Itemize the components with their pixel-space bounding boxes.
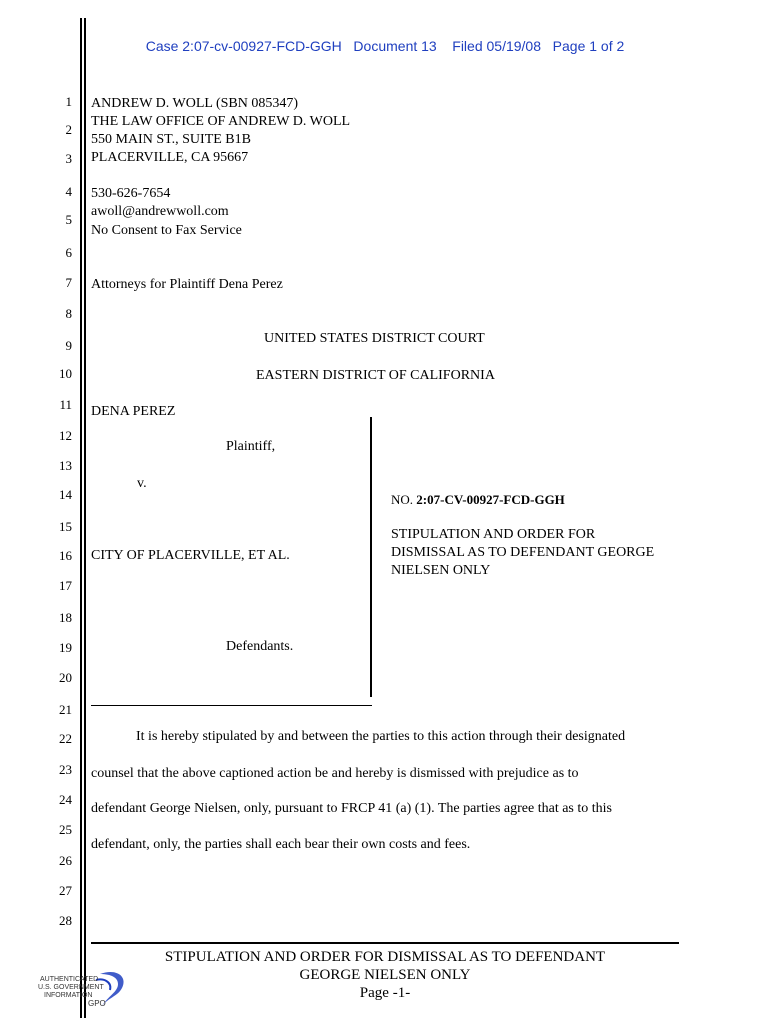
- attorneys-for: Attorneys for Plaintiff Dena Perez: [91, 277, 283, 292]
- margin-rule-left: [80, 18, 82, 1018]
- line-number: 27: [59, 883, 72, 898]
- seal-text: U.S. GOVERNMENT: [38, 984, 104, 991]
- footer-title: GEORGE NIELSEN ONLY: [299, 967, 471, 983]
- line-number: 22: [59, 731, 72, 746]
- line-number: 6: [65, 245, 72, 260]
- margin-rule-right: [84, 18, 86, 1018]
- line-number: 10: [59, 366, 72, 381]
- attorney-email: awoll@andrewwoll.com: [91, 204, 229, 219]
- gpo-seal-logo: [38, 966, 133, 1014]
- plaintiff-label: Plaintiff,: [226, 439, 276, 454]
- line-number: 4: [65, 184, 72, 199]
- document-title-line: NIELSEN ONLY: [391, 563, 491, 578]
- versus: v.: [137, 476, 147, 491]
- line-number: 2: [65, 122, 72, 137]
- gpo-eagle-icon: [38, 966, 133, 1014]
- line-number: 21: [59, 702, 72, 717]
- page-number: Page -1-: [359, 985, 411, 1001]
- line-number: 12: [59, 428, 72, 443]
- footer-rule: [91, 942, 679, 944]
- line-number: 23: [59, 762, 72, 777]
- line-number: 17: [59, 578, 72, 593]
- court-name: UNITED STATES DISTRICT COURT: [264, 331, 485, 346]
- document-title-line: STIPULATION AND ORDER FOR: [391, 527, 596, 542]
- document-title-line: DISMISSAL AS TO DEFENDANT GEORGE: [391, 545, 655, 560]
- seal-text: AUTHENTICATED: [40, 976, 99, 983]
- attorney-city: PLACERVILLE, CA 95667: [91, 150, 249, 165]
- line-number: 19: [59, 640, 72, 655]
- attorney-office: THE LAW OFFICE OF ANDREW D. WOLL: [91, 114, 351, 129]
- body-line: defendant, only, the parties shall each bear their own costs and fees.: [91, 837, 471, 852]
- line-number: 1: [65, 94, 72, 109]
- line-number: 13: [59, 458, 72, 473]
- line-number: 15: [59, 519, 72, 534]
- case-header: Case 2:07-cv-00927-FCD-GGH Document 13 Filed 05/19/08 Page 1 of 2: [145, 38, 625, 54]
- line-number: 20: [59, 670, 72, 685]
- line-number: 26: [59, 853, 72, 868]
- seal-text: GPO: [88, 999, 106, 1008]
- line-number: 11: [59, 397, 72, 412]
- case-number: [391, 491, 565, 508]
- line-number: 14: [59, 487, 72, 502]
- body-line: counsel that the above captioned action be and hereby is dismissed with prejudice as to: [91, 766, 579, 781]
- line-number: 24: [59, 792, 72, 807]
- line-number: 5: [65, 212, 72, 227]
- defendant-name: CITY OF PLACERVILLE, ET AL.: [91, 548, 290, 563]
- body-line: It is hereby stipulated by and between the parties to this action through their designated: [136, 729, 626, 744]
- footer-title: STIPULATION AND ORDER FOR DISMISSAL AS TO DEFENDANT: [164, 949, 606, 965]
- body-line: defendant George Nielsen, only, pursuant to FRCP 41 (a) (1). The parties agree that as to this: [91, 801, 612, 816]
- line-number: 3: [65, 151, 72, 166]
- caption-bottom-rule: [91, 705, 372, 706]
- line-number: 16: [59, 548, 72, 563]
- fax-note: No Consent to Fax Service: [91, 223, 242, 238]
- case-number-prefix: NO.: [391, 492, 417, 507]
- attorney-street: 550 MAIN ST., SUITE B1B: [91, 132, 251, 147]
- line-number: 9: [65, 338, 72, 353]
- attorney-name: ANDREW D. WOLL (SBN 085347): [91, 96, 299, 111]
- line-number: 28: [59, 913, 72, 928]
- plaintiff-name: DENA PEREZ: [91, 404, 176, 419]
- line-number: 25: [59, 822, 72, 837]
- court-district: EASTERN DISTRICT OF CALIFORNIA: [256, 368, 495, 383]
- line-number: 7: [65, 275, 72, 290]
- line-number: 8: [65, 306, 72, 321]
- line-number: 18: [59, 610, 72, 625]
- defendant-label: Defendants.: [226, 639, 294, 654]
- case-number-value: 2:07-CV-00927-FCD-GGH: [416, 492, 565, 507]
- caption-vertical-rule: [370, 417, 372, 697]
- attorney-phone: 530-626-7654: [91, 186, 171, 201]
- seal-text: INFORMATION: [44, 992, 93, 999]
